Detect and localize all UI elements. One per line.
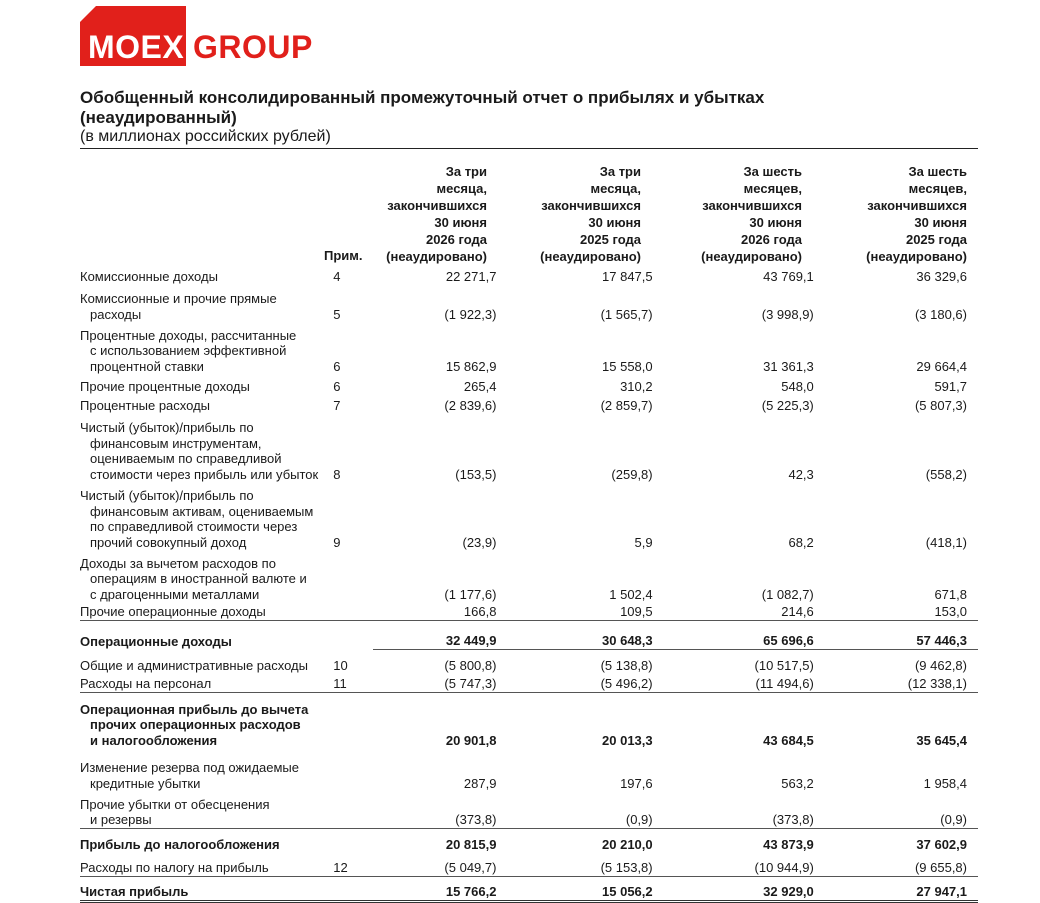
row-value: (0,9)	[827, 791, 978, 828]
row-value: (9 655,8)	[827, 852, 978, 876]
row-value: 35 645,4	[916, 732, 967, 748]
table-row	[80, 673, 978, 692]
row-value: 36 329,6	[916, 268, 967, 284]
table-row	[80, 649, 978, 673]
row-value: (11 494,6)	[676, 673, 827, 692]
row-label: Операционная прибыль до вычета прочих операционных расходов и налогообложения	[80, 692, 333, 748]
table-row	[80, 374, 978, 394]
row-value: (259,8)	[611, 466, 653, 482]
row-value: 15 766,2	[373, 876, 524, 901]
row-value: 5,9	[634, 534, 653, 550]
row-value: 20 815,9	[445, 836, 497, 852]
row-value: (2 839,6)	[444, 397, 497, 413]
row-value: (0,9)	[524, 791, 675, 828]
row-value: 15 862,9	[445, 358, 497, 374]
row-value: (9 462,8)	[914, 657, 967, 673]
row-value: (3 998,9)	[761, 306, 814, 322]
row-label: Прибыль до налогообложения	[80, 828, 333, 852]
row-value: 20 013,3	[602, 732, 653, 748]
table-row-total	[80, 692, 978, 748]
row-value: 265,4	[463, 378, 497, 394]
row-value: (5 153,8)	[524, 852, 675, 876]
table-row	[80, 791, 978, 828]
row-value: 166,8	[373, 602, 524, 620]
row-value: 57 446,3	[827, 620, 978, 649]
row-value: (10 944,9)	[676, 852, 827, 876]
logo-moex-text: MOEX	[88, 29, 185, 65]
row-label: Чистая прибыль	[80, 876, 333, 901]
column-header-h1-2026: За шесть месяцев, закончившихся 30 июня 2026 года (неаудировано)	[701, 164, 802, 264]
row-value: (418,1)	[925, 534, 967, 550]
row-value: 43 684,5	[763, 732, 814, 748]
row-value: 22 271,7	[445, 268, 497, 284]
table-row	[80, 482, 978, 550]
logo-red-block	[80, 6, 186, 66]
logo-group-text: GROUP	[193, 29, 313, 65]
row-value: 287,9	[463, 775, 497, 791]
table-row	[80, 602, 978, 620]
row-note: 6	[333, 378, 341, 394]
row-value: 197,6	[620, 775, 653, 791]
row-note: 10	[333, 657, 348, 673]
row-label: Общие и административные расходы	[80, 657, 308, 673]
report-units: (в миллионах российских рублей)	[80, 128, 331, 145]
table-row	[80, 748, 978, 791]
row-value: 43 769,1	[763, 268, 814, 284]
row-value: (1 082,7)	[761, 586, 814, 602]
row-note	[333, 791, 373, 828]
row-value: 20 210,0	[602, 836, 653, 852]
row-label: Комиссионные и прочие прямые расходы	[80, 291, 277, 322]
table-row	[80, 394, 978, 413]
row-value: (373,8)	[676, 791, 827, 828]
row-value: 109,5	[524, 602, 675, 620]
row-value: 20 901,8	[445, 732, 497, 748]
table-row-total	[80, 828, 978, 852]
row-note: 4	[333, 268, 341, 284]
row-note: 9	[333, 534, 341, 550]
row-value: 32 449,9	[373, 620, 524, 649]
row-label: Операционные доходы	[80, 620, 333, 649]
row-value: 591,7	[934, 378, 967, 394]
logo-corner-cut	[80, 6, 96, 22]
report-title-line1: Обобщенный консолидированный промежуточный отчет о прибылях и убытках	[80, 88, 765, 107]
row-value: 548,0	[781, 378, 814, 394]
row-value: (5 496,2)	[524, 673, 675, 692]
row-value: (3 180,6)	[914, 306, 967, 322]
row-value: 15 056,2	[524, 876, 675, 901]
row-value: 1 958,4	[923, 775, 967, 791]
income-statement-table	[80, 266, 978, 903]
row-value: 214,6	[676, 602, 827, 620]
table-row	[80, 852, 978, 876]
row-value: 37 602,9	[916, 836, 967, 852]
row-note: 11	[333, 676, 347, 691]
row-note: 7	[333, 397, 341, 413]
row-label: Расходы по налогу на прибыль	[80, 860, 269, 875]
row-value: 15 558,0	[602, 358, 653, 374]
table-row	[80, 322, 978, 374]
row-label: Процентные расходы	[80, 397, 211, 413]
row-value: (5 138,8)	[600, 657, 653, 673]
table-row-net-profit	[80, 876, 978, 901]
row-label: Чистый (убыток)/прибыль по финансовым активам, оцениваемым по справедливой стоимости через прочий совокупный доход	[80, 488, 314, 550]
table-row	[80, 413, 978, 482]
row-value: (5 807,3)	[914, 397, 967, 413]
row-value: (1 565,7)	[600, 306, 653, 322]
report-title	[80, 88, 764, 128]
row-label: Изменение резерва под ожидаемые кредитные убытки	[80, 760, 299, 791]
row-value: (5 225,3)	[761, 397, 814, 413]
row-value: 32 929,0	[676, 876, 827, 901]
table-row-total	[80, 620, 978, 649]
header-rule	[80, 148, 978, 149]
row-note	[333, 692, 373, 748]
row-note: 6	[333, 358, 341, 374]
row-label: Расходы на персонал	[80, 676, 212, 691]
row-label: Прочие процентные доходы	[80, 378, 250, 394]
row-label: Доходы за вычетом расходов по операциям в иностранной валюте и с драгоценными металлами	[80, 555, 307, 602]
row-note	[333, 748, 373, 791]
row-note	[333, 620, 373, 649]
row-value: 68,2	[788, 534, 814, 550]
row-value: (5 800,8)	[444, 657, 497, 673]
table-row	[80, 284, 978, 322]
row-value: 310,2	[620, 378, 653, 394]
row-note	[333, 550, 373, 602]
row-value: 43 873,9	[763, 836, 814, 852]
row-value: 17 847,5	[602, 268, 653, 284]
row-label: Прочие операционные доходы	[80, 604, 266, 619]
row-label: Комиссионные доходы	[80, 268, 218, 284]
row-label: Процентные доходы, рассчитанные с использованием эффективной процентной ставки	[80, 327, 297, 374]
row-value: 42,3	[788, 466, 814, 482]
row-note: 12	[333, 860, 348, 875]
row-value: 153,0	[827, 602, 978, 620]
row-value: (23,9)	[462, 534, 497, 550]
row-value: (10 517,5)	[754, 657, 814, 673]
row-note: 8	[333, 466, 341, 482]
column-header-q2-2026: За три месяца, закончившихся 30 июня 2026 года (неаудировано)	[386, 164, 487, 264]
row-note	[333, 828, 373, 852]
row-value: (2 859,7)	[600, 397, 653, 413]
row-value: (558,2)	[925, 466, 967, 482]
row-value: (1 177,6)	[444, 586, 497, 602]
row-value: (153,5)	[455, 466, 497, 482]
row-value: (373,8)	[373, 791, 524, 828]
row-value: 31 361,3	[763, 358, 814, 374]
row-value: 563,2	[781, 775, 814, 791]
column-header-h1-2025: За шесть месяцев, закончившихся 30 июня 2025 года (неаудировано)	[866, 164, 967, 264]
row-label: Прочие убытки от обесценения и резервы	[80, 796, 270, 827]
row-value: 1 502,4	[609, 586, 653, 602]
column-header-q2-2025: За три месяца, закончившихся 30 июня 2025 года (неаудировано)	[540, 164, 641, 264]
row-value: (1 922,3)	[444, 306, 497, 322]
row-value: (5 049,7)	[373, 852, 524, 876]
row-value: 29 664,4	[916, 358, 967, 374]
table-row	[80, 550, 978, 602]
row-value: 65 696,6	[676, 620, 827, 649]
note-column-header: Прим.	[324, 248, 363, 263]
row-value: 27 947,1	[827, 876, 978, 901]
row-value: 671,8	[934, 586, 967, 602]
row-value: (5 747,3)	[373, 673, 524, 692]
row-note	[333, 602, 373, 620]
row-value: 30 648,3	[524, 620, 675, 649]
row-note	[333, 876, 373, 901]
row-label: Чистый (убыток)/прибыль по финансовым инструментам, оцениваемым по справедливой стоимости через прибыль или убыток	[80, 420, 319, 482]
report-title-line2: (неаудированный)	[80, 108, 237, 127]
table-row	[80, 266, 978, 284]
row-value: (12 338,1)	[827, 673, 978, 692]
row-note: 5	[333, 306, 341, 322]
